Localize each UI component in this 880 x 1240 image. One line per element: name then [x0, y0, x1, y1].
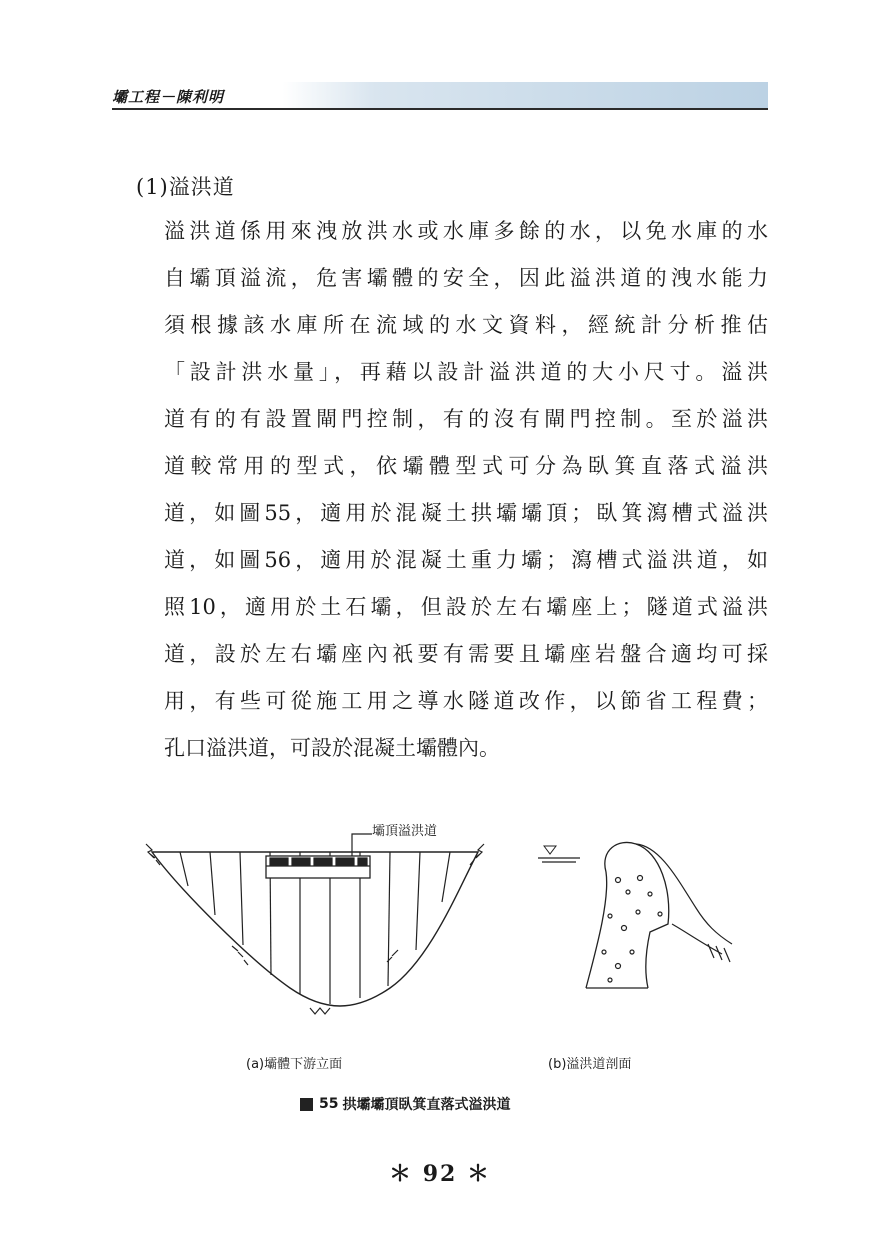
callout-crest-spillway-label: 壩頂溢洪道 [372, 824, 438, 839]
figure-55-drawing [140, 820, 740, 1050]
body-line: 自壩頂溢流，危害壩體的安全，因此溢洪道的洩水能力 [164, 266, 768, 290]
body-paragraph [164, 208, 768, 772]
page-number: ＊ 92 ＊ [389, 1161, 491, 1187]
body-line: 「設計洪水量」，再藉以設計溢洪道的大小尺寸。溢洪 [164, 360, 768, 384]
dam-downstream-elevation [146, 834, 484, 1014]
caption-marker-icon [300, 1098, 313, 1111]
subfigure-b-label: (b)溢洪道剖面 [548, 1057, 632, 1072]
body-line: 道，如圖56，適用於混凝土重力壩；瀉槽式溢洪道，如 [164, 548, 768, 572]
body-line: 照10，適用於土石壩，但設於左右壩座上；隧道式溢洪 [164, 595, 768, 619]
body-line: 須根據該水庫所在流域的水文資料，經統計分析推估 [164, 313, 768, 337]
body-line: 孔口溢洪道，可設於混凝土壩體內。 [164, 736, 500, 760]
spillway-section [538, 842, 732, 988]
running-header-title: 壩工程－陳利明 [112, 88, 225, 106]
body-line: 道，設於左右壩座內祇要有需要且壩座岩盤合適均可採 [164, 642, 768, 666]
figure-caption [300, 1094, 510, 1114]
body-line: 溢洪道係用來洩放洪水或水庫多餘的水，以免水庫的水 [164, 219, 768, 243]
caption-number: 55 [319, 1096, 339, 1112]
caption-text: 拱壩壩頂臥箕直落式溢洪道 [342, 1097, 511, 1113]
section-heading: (1)溢洪道 [136, 175, 235, 199]
body-line: 道，如圖55，適用於混凝土拱壩壩頂；臥箕瀉槽式溢洪 [164, 501, 768, 525]
running-header-bar [112, 82, 768, 110]
body-line: 道有的有設置閘門控制，有的沒有閘門控制。至於溢洪 [164, 407, 768, 431]
body-line: 用，有些可從施工用之導水隧道改作，以節省工程費； [164, 689, 768, 713]
body-line: 道較常用的型式，依壩體型式可分為臥箕直落式溢洪 [164, 454, 768, 478]
subfigure-a-label: (a)壩體下游立面 [246, 1057, 343, 1072]
